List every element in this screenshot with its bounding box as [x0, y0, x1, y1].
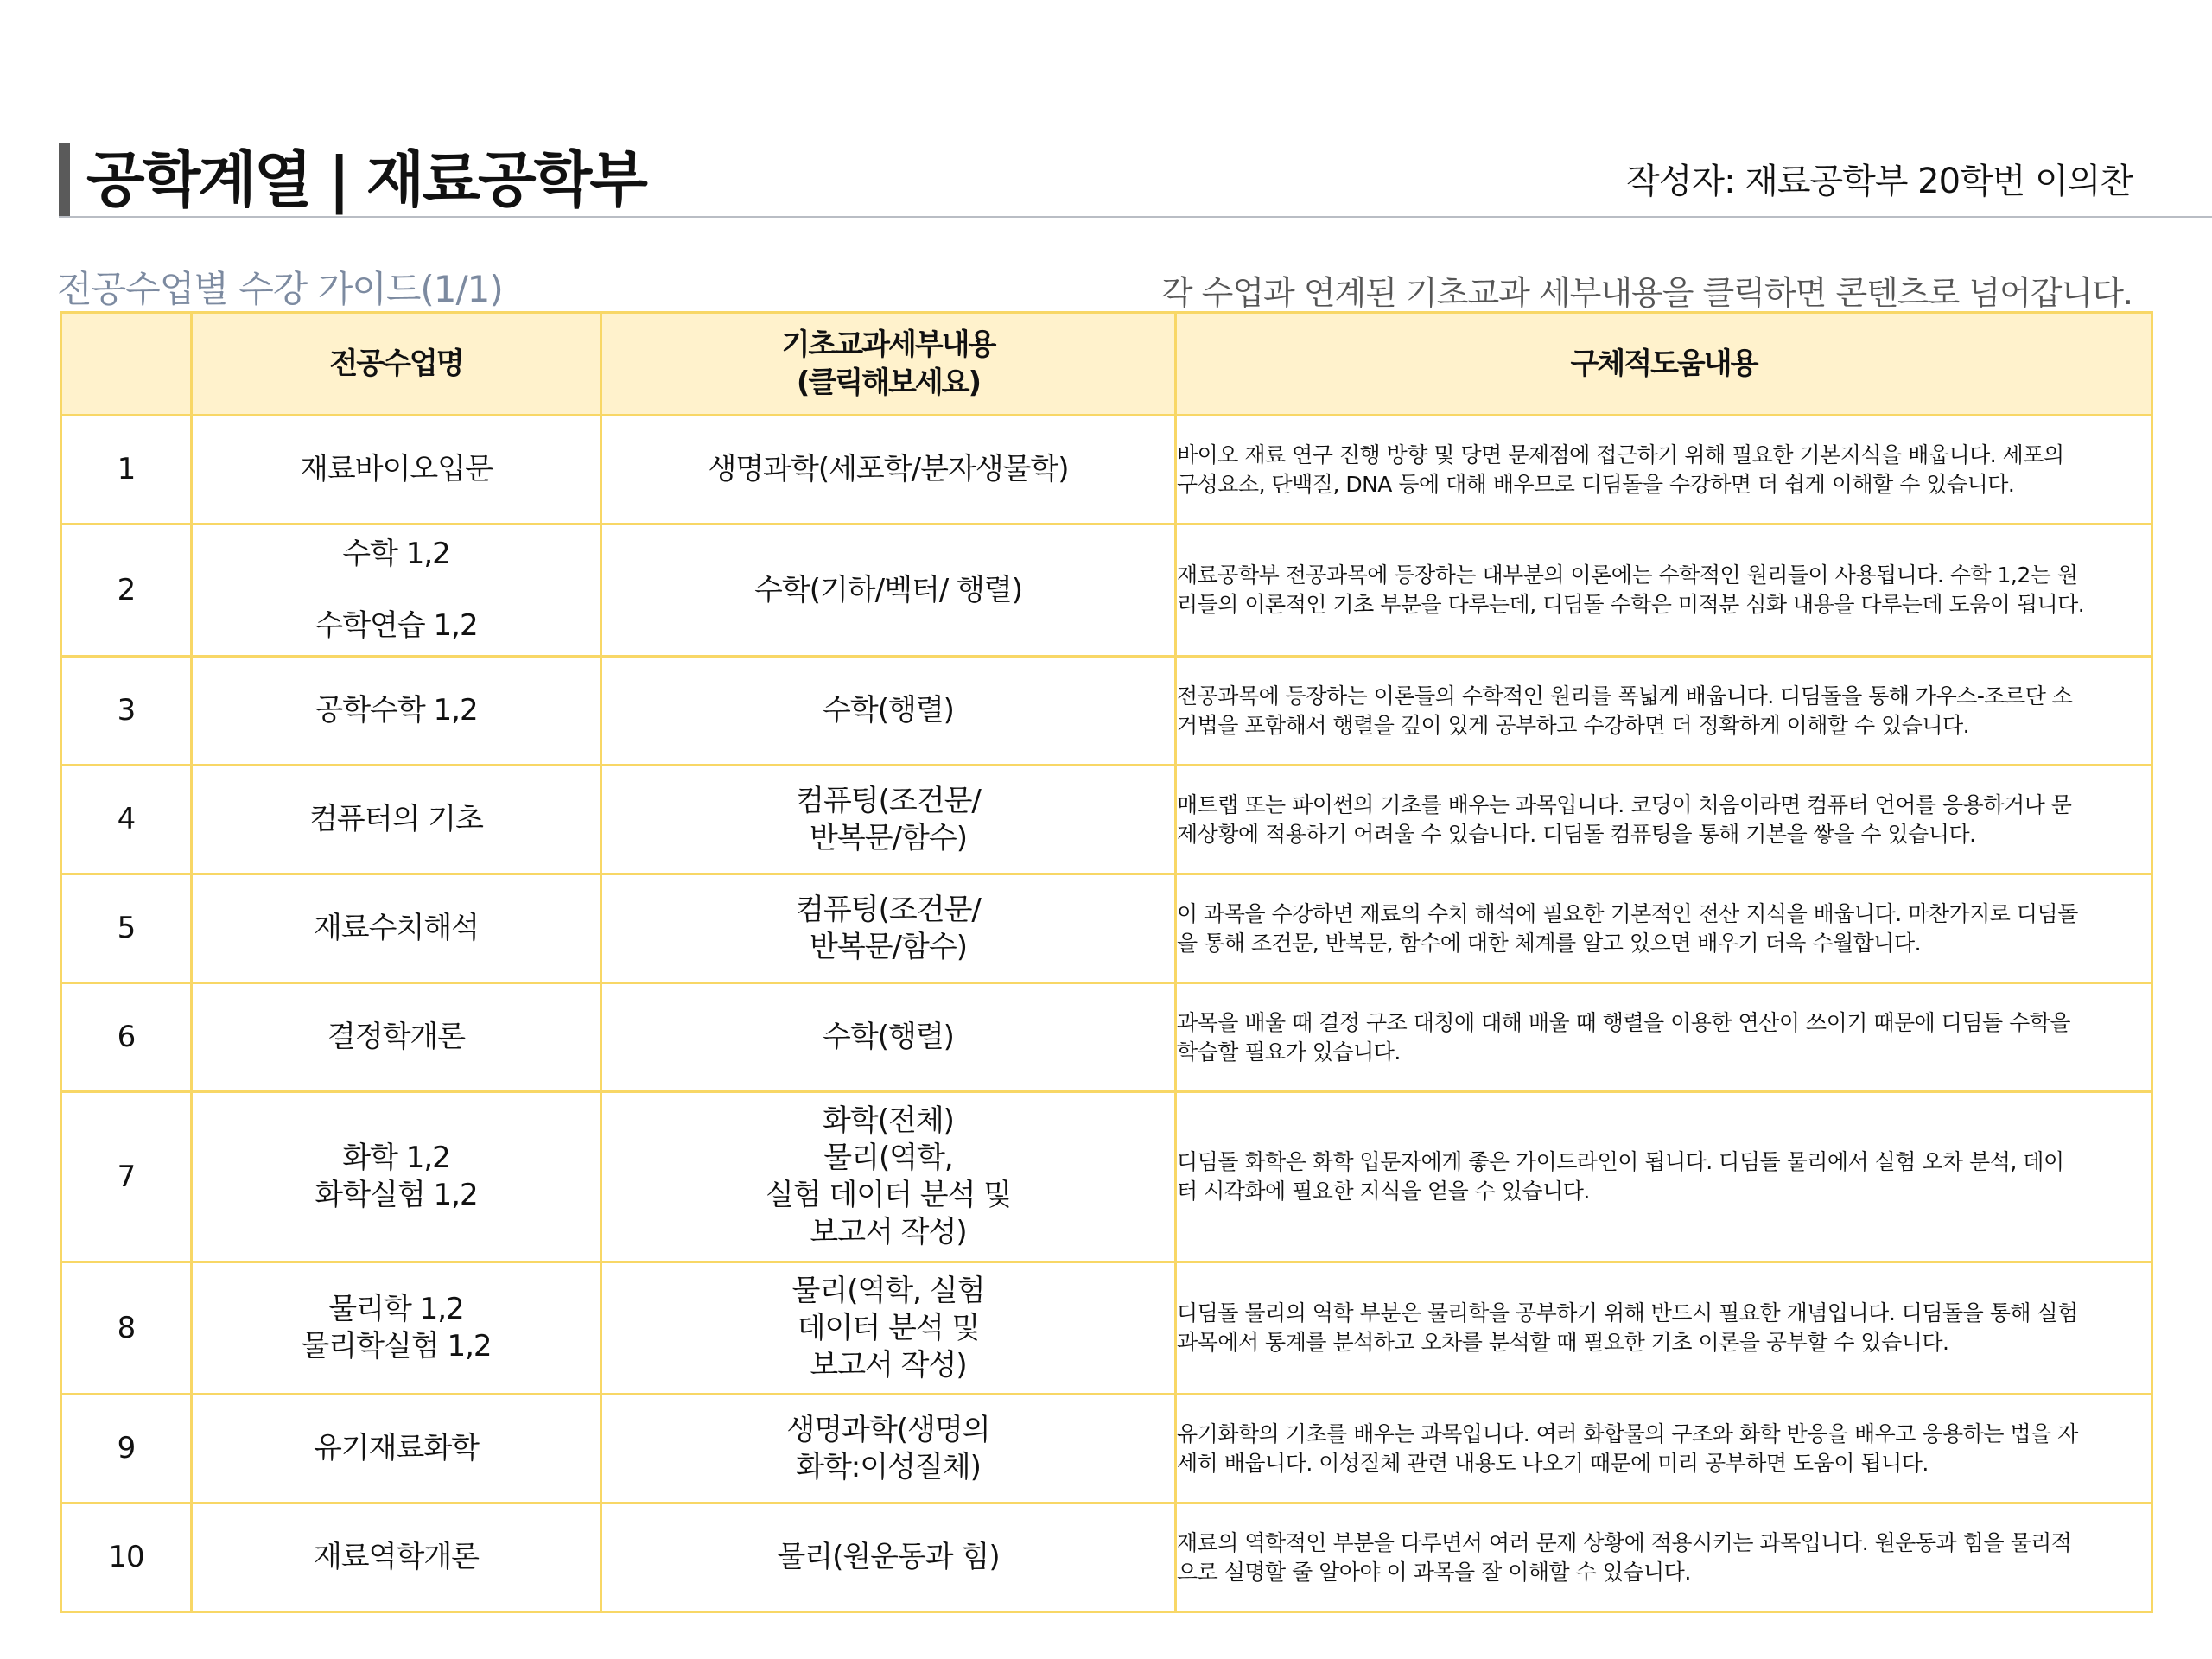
column-header-basic-line1: 기초교과세부내용 — [781, 327, 995, 362]
line-gap — [193, 573, 600, 607]
help-description-line: 을 통해 조건문, 반복문, 함수에 대한 체계를 알고 있으면 배우기 더욱 수월합니다. — [1177, 930, 1922, 956]
help-description-line: 세히 배웁니다. 이성질체 관련 내용도 나오기 때문에 미리 공부하면 도움이 됩니다. — [1177, 1450, 1929, 1476]
table-header-row — [61, 313, 2152, 416]
help-description-line: 유기화학의 기초를 배우는 과목입니다. 여러 화합물의 구조와 화학 반응을 배우고 응용하는 법을 자 — [1177, 1421, 2078, 1446]
help-description-line: 제상황에 적용하기 어려울 수 있습니다. 디딤돌 컴퓨팅을 통해 기본을 쌓을 수 있습니다. — [1177, 821, 1976, 847]
help-description-cell — [1176, 1503, 2152, 1612]
help-description-line: 터 시각화에 필요한 지식을 얻을 수 있습니다. — [1177, 1179, 1590, 1204]
row-number: 10 — [61, 1503, 192, 1612]
help-description-cell — [1176, 766, 2152, 874]
help-description-line: 거법을 포함해서 행렬을 깊이 있게 공부하고 수강하면 더 정확하게 이해할 수 있습니다. — [1177, 712, 1970, 738]
help-description-line: 이 과목을 수강하면 재료의 수치 해석에 필요한 기본적인 전산 지식을 배웁니다. 마찬가지로 디딤돌 — [1177, 900, 2078, 926]
major-course-name: 컴퓨터의 기초 — [309, 802, 483, 836]
major-course-cell — [192, 1092, 601, 1262]
major-course-cell — [192, 1262, 601, 1395]
row-number: 4 — [61, 766, 192, 874]
basic-content-text: 보고서 작성) — [810, 1215, 967, 1249]
major-course-name: 화학 1,2 — [342, 1141, 450, 1175]
help-description-line: 리들의 이론적인 기초 부분을 다루는데, 디딤돌 수학은 미적분 심화 내용을 다루는데 도움이 됩니다. — [1177, 592, 2085, 617]
major-course-name: 결정학개론 — [327, 1020, 466, 1054]
table-row — [61, 1092, 2152, 1262]
row-number: 2 — [61, 524, 192, 657]
help-description-cell — [1176, 1092, 2152, 1262]
help-description-line: 과목에서 통계를 분석하고 오차를 분석할 때 필요한 기초 이론을 공부할 수 있습니다. — [1177, 1330, 1949, 1355]
course-guide-table — [60, 311, 2153, 1613]
basic-content-text: 컴퓨팅(조건문/ — [796, 892, 981, 927]
help-description-line: 매트랩 또는 파이썬의 기초를 배우는 과목입니다. 코딩이 처음이라면 컴퓨터 언어를 응용하거나 문 — [1177, 791, 2072, 817]
major-course-cell — [192, 983, 601, 1092]
basic-content-text: 반복문/함수) — [810, 929, 967, 964]
major-course-name: 재료수치해석 — [313, 911, 480, 945]
help-description-cell — [1176, 1395, 2152, 1503]
basic-content-link[interactable] — [601, 1503, 1176, 1612]
major-course-cell — [192, 416, 601, 524]
help-description-line: 구성요소, 단백질, DNA 등에 대해 배우므로 디딤돌을 수강하면 더 쉽게 이해할 수 있습니다. — [1177, 471, 2015, 497]
column-header-number — [61, 313, 192, 416]
major-course-name: 유기재료화학 — [313, 1431, 480, 1465]
basic-content-text: 실험 데이터 분석 및 — [765, 1178, 1012, 1212]
major-course-cell — [192, 1395, 601, 1503]
table-row — [61, 1503, 2152, 1612]
page-title: 공학계열 | 재료공학부 — [86, 144, 645, 215]
section-subtitle: 전공수업별 수강 가이드(1/1) — [57, 268, 503, 310]
major-course-cell — [192, 657, 601, 766]
basic-content-text: 컴퓨팅(조건문/ — [796, 783, 981, 818]
table-row — [61, 983, 2152, 1092]
basic-content-link[interactable] — [601, 1395, 1176, 1503]
column-header-basic-line2: (클릭해보세요) — [796, 365, 981, 400]
help-description-cell — [1176, 524, 2152, 657]
help-description-cell — [1176, 657, 2152, 766]
basic-content-text: 생명과학(생명의 — [786, 1412, 990, 1447]
column-header-major: 전공수업명 — [192, 313, 601, 416]
basic-content-text: 데이터 분석 및 — [797, 1310, 980, 1345]
basic-content-link[interactable] — [601, 983, 1176, 1092]
title-accent-bar — [59, 143, 70, 216]
basic-content-text: 보고서 작성) — [810, 1347, 967, 1382]
help-description-cell — [1176, 416, 2152, 524]
row-number: 7 — [61, 1092, 192, 1262]
help-description-line: 학습할 필요가 있습니다. — [1177, 1039, 1401, 1065]
basic-content-link[interactable] — [601, 524, 1176, 657]
help-description-line: 과목을 배울 때 결정 구조 대칭에 대해 배울 때 행렬을 이용한 연산이 쓰이기 때문에 디딤돌 수학을 — [1177, 1009, 2071, 1035]
author-label: 작성자: 재료공학부 20학번 이의찬 — [1626, 162, 2133, 201]
row-number: 9 — [61, 1395, 192, 1503]
basic-content-link[interactable] — [601, 874, 1176, 983]
major-course-cell — [192, 1503, 601, 1612]
major-course-name: 물리학실험 1,2 — [301, 1329, 492, 1363]
basic-content-link[interactable] — [601, 416, 1176, 524]
basic-content-text: 물리(역학, — [823, 1141, 953, 1175]
major-course-name: 공학수학 1,2 — [315, 693, 478, 728]
basic-content-text: 화학:이성질체) — [796, 1449, 981, 1484]
table-row — [61, 1395, 2152, 1503]
column-header-basic — [601, 313, 1176, 416]
help-description-cell — [1176, 983, 2152, 1092]
basic-content-text: 생명과학(세포학/분자생물학) — [708, 452, 1069, 486]
help-description-line: 으로 설명할 줄 알아야 이 과목을 잘 이해할 수 있습니다. — [1177, 1559, 1691, 1585]
table-row — [61, 524, 2152, 657]
table-row — [61, 657, 2152, 766]
help-description-line: 재료공학부 전공과목에 등장하는 대부분의 이론에는 수학적인 원리들이 사용됩니다. 수학 1,2는 원 — [1177, 563, 2078, 588]
major-course-cell — [192, 874, 601, 983]
table-row — [61, 874, 2152, 983]
help-description-line: 디딤돌 물리의 역학 부분은 물리학을 공부하기 위해 반드시 필요한 개념입니다. 디딤돌을 통해 실험 — [1177, 1300, 2078, 1325]
basic-content-link[interactable] — [601, 1092, 1176, 1262]
row-number: 8 — [61, 1262, 192, 1395]
basic-content-text: 수학(행렬) — [823, 1020, 954, 1054]
help-description-line: 전공과목에 등장하는 이론들의 수학적인 원리를 폭넓게 배웁니다. 디딤돌을 통해 가우스-조르단 소 — [1177, 683, 2073, 709]
help-description-line: 바이오 재료 연구 진행 방향 및 당면 문제점에 접근하기 위해 필요한 기본지식을 배웁니다. 세포의 — [1177, 442, 2064, 467]
table-row — [61, 766, 2152, 874]
major-course-name: 수학 1,2 — [342, 537, 450, 571]
row-number: 6 — [61, 983, 192, 1092]
table-row — [61, 1262, 2152, 1395]
help-description-cell — [1176, 1262, 2152, 1395]
basic-content-text: 수학(기하/벡터/ 행렬) — [754, 572, 1022, 607]
header-divider — [59, 216, 2212, 218]
basic-content-link[interactable] — [601, 766, 1176, 874]
major-course-cell — [192, 524, 601, 657]
major-course-name: 재료역학개론 — [313, 1540, 480, 1574]
row-number: 5 — [61, 874, 192, 983]
row-number: 3 — [61, 657, 192, 766]
basic-content-text: 물리(원운동과 힘) — [777, 1540, 1000, 1574]
major-course-name: 물리학 1,2 — [328, 1292, 464, 1326]
help-description-line: 재료의 역학적인 부분을 다루면서 여러 문제 상황에 적용시키는 과목입니다. 원운동과 힘을 물리적 — [1177, 1529, 2072, 1555]
basic-content-text: 물리(역학, 실험 — [791, 1273, 985, 1308]
basic-content-text: 반복문/함수) — [810, 820, 967, 855]
basic-content-text: 수학(행렬) — [823, 693, 954, 728]
column-header-help: 구체적도움내용 — [1176, 313, 2152, 416]
basic-content-text: 화학(전체) — [823, 1103, 954, 1138]
help-description-line: 디딤돌 화학은 화학 입문자에게 좋은 가이드라인이 됩니다. 디딤돌 물리에서 실험 오차 분석, 데이 — [1177, 1149, 2064, 1174]
major-course-name: 재료바이오입문 — [300, 452, 493, 486]
row-number: 1 — [61, 416, 192, 524]
basic-content-link[interactable] — [601, 657, 1176, 766]
major-course-name: 화학실험 1,2 — [315, 1178, 478, 1212]
major-course-name: 수학연습 1,2 — [315, 608, 478, 643]
major-course-cell — [192, 766, 601, 874]
table-row — [61, 416, 2152, 524]
basic-content-link[interactable] — [601, 1262, 1176, 1395]
help-description-cell — [1176, 874, 2152, 983]
instruction-text: 각 수업과 연계된 기초교과 세부내용을 클릭하면 콘텐츠로 넘어갑니다. — [1160, 274, 2133, 312]
